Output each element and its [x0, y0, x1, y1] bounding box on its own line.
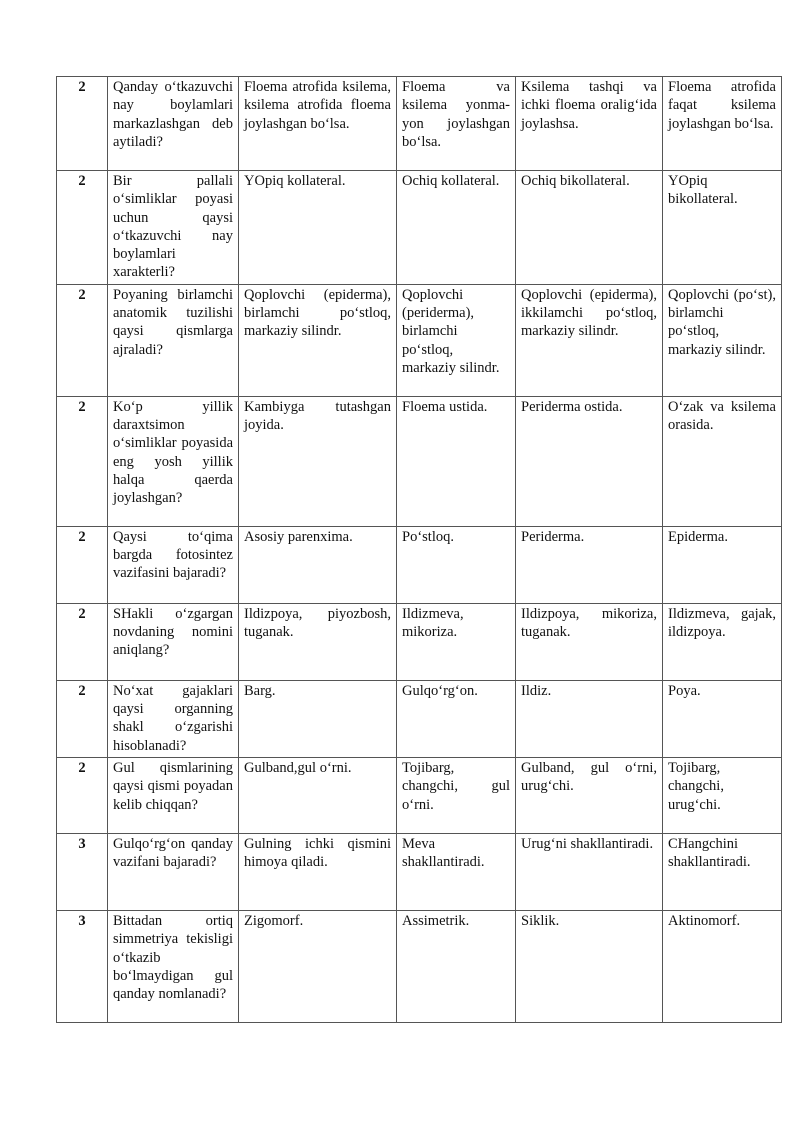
- table-row: [57, 284, 782, 396]
- question-text: Gul qismlarining qaysi qismi poyadan kelib chiqqan?: [108, 757, 239, 833]
- answer-option-a: Barg.: [239, 680, 397, 757]
- answer-option-a: Floema atrofida ksilema, ksilema atrofida floema joylashgan bo‘lsa.: [239, 77, 397, 171]
- table-row: [57, 603, 782, 680]
- answer-option-c: Ildizpoya, mikoriza, tuganak.: [516, 603, 663, 680]
- table-row: [57, 680, 782, 757]
- difficulty-level: 2: [57, 77, 108, 171]
- answer-option-c: Periderma.: [516, 526, 663, 603]
- answer-option-b: Ildizmeva, mikoriza.: [397, 603, 516, 680]
- answer-option-a: Gulning ichki qismini himoya qiladi.: [239, 833, 397, 910]
- answer-option-a: YOpiq kollateral.: [239, 171, 397, 285]
- difficulty-level: 2: [57, 603, 108, 680]
- question-text: Bir pallali o‘simliklar poyasi uchun qaysi o‘tkazuvchi nay boylamlari xarakterli?: [108, 171, 239, 285]
- answer-option-c: Gulband, gul o‘rni, urug‘chi.: [516, 757, 663, 833]
- answer-option-c: Ildiz.: [516, 680, 663, 757]
- answer-option-a: Qoplovchi (epiderma), birlamchi po‘stloq, markaziy silindr.: [239, 284, 397, 396]
- question-text: Poyaning birlamchi anatomik tuzilishi qaysi qismlarga ajraladi?: [108, 284, 239, 396]
- answer-option-d: Tojibarg, changchi, urug‘chi.: [663, 757, 782, 833]
- answer-option-a: Asosiy parenxima.: [239, 526, 397, 603]
- question-text: Bittadan ortiq simmetriya tekisligi o‘tkazib bo‘lmaydigan gul qanday nomlanadi?: [108, 910, 239, 1022]
- answer-option-b: Ochiq kollateral.: [397, 171, 516, 285]
- answer-option-a: Zigomorf.: [239, 910, 397, 1022]
- difficulty-level: 2: [57, 284, 108, 396]
- answer-option-b: Floema ustida.: [397, 396, 516, 526]
- answer-option-d: Aktinomorf.: [663, 910, 782, 1022]
- difficulty-level: 2: [57, 680, 108, 757]
- answer-option-a: Kambiyga tutashgan joyida.: [239, 396, 397, 526]
- difficulty-level: 3: [57, 910, 108, 1022]
- answer-option-c: Siklik.: [516, 910, 663, 1022]
- question-text: No‘xat gajaklari qaysi organning shakl o‘zgarishi hisoblanadi?: [108, 680, 239, 757]
- answer-option-b: Assimetrik.: [397, 910, 516, 1022]
- question-text: Qanday o‘tkazuvchi nay boylamlari markazlashgan deb aytiladi?: [108, 77, 239, 171]
- table-row: [57, 171, 782, 285]
- answer-option-d: O‘zak va ksilema orasida.: [663, 396, 782, 526]
- answer-option-d: Epiderma.: [663, 526, 782, 603]
- answer-option-b: Meva shakllantiradi.: [397, 833, 516, 910]
- answer-option-b: Qoplovchi (periderma), birlamchi po‘stloq, markaziy silindr.: [397, 284, 516, 396]
- difficulty-level: 3: [57, 833, 108, 910]
- table-row: [57, 526, 782, 603]
- table-row: [57, 833, 782, 910]
- answer-option-a: Ildizpoya, piyozbosh, tuganak.: [239, 603, 397, 680]
- answer-option-b: Floema va ksilema yonma-yon joylashgan bo‘lsa.: [397, 77, 516, 171]
- table-row: [57, 757, 782, 833]
- answer-option-d: Poya.: [663, 680, 782, 757]
- answer-option-d: Floema atrofida faqat ksilema joylashgan bo‘lsa.: [663, 77, 782, 171]
- question-text: SHakli o‘zgargan novdaning nomini aniqlang?: [108, 603, 239, 680]
- answer-option-d: Ildizmeva, gajak, ildizpoya.: [663, 603, 782, 680]
- difficulty-level: 2: [57, 526, 108, 603]
- answer-option-d: YOpiq bikollateral.: [663, 171, 782, 285]
- table-row: [57, 910, 782, 1022]
- answer-option-a: Gulband,gul o‘rni.: [239, 757, 397, 833]
- question-text: Qaysi to‘qima bargda fotosintez vazifasini bajaradi?: [108, 526, 239, 603]
- question-text: Ko‘p yillik daraxtsimon o‘simliklar poyasida eng yosh yillik halqa qaerda joylashgan?: [108, 396, 239, 526]
- difficulty-level: 2: [57, 396, 108, 526]
- answer-option-b: Tojibarg, changchi, gul o‘rni.: [397, 757, 516, 833]
- answer-option-d: CHangchini shakllantiradi.: [663, 833, 782, 910]
- difficulty-level: 2: [57, 171, 108, 285]
- table-row: [57, 77, 782, 171]
- question-text: Gulqo‘rg‘on qanday vazifani bajaradi?: [108, 833, 239, 910]
- table-row: [57, 396, 782, 526]
- test-questions-table: [56, 76, 782, 1023]
- difficulty-level: 2: [57, 757, 108, 833]
- answer-option-c: Periderma ostida.: [516, 396, 663, 526]
- answer-option-c: Ksilema tashqi va ichki floema oralig‘ida joylashsa.: [516, 77, 663, 171]
- answer-option-c: Urug‘ni shakllantiradi.: [516, 833, 663, 910]
- answer-option-d: Qoplovchi (po‘st), birlamchi po‘stloq, markaziy silindr.: [663, 284, 782, 396]
- answer-option-b: Gulqo‘rg‘on.: [397, 680, 516, 757]
- answer-option-c: Qoplovchi (epiderma), ikkilamchi po‘stloq, markaziy silindr.: [516, 284, 663, 396]
- document-page: [56, 76, 781, 1023]
- answer-option-c: Ochiq bikollateral.: [516, 171, 663, 285]
- answer-option-b: Po‘stloq.: [397, 526, 516, 603]
